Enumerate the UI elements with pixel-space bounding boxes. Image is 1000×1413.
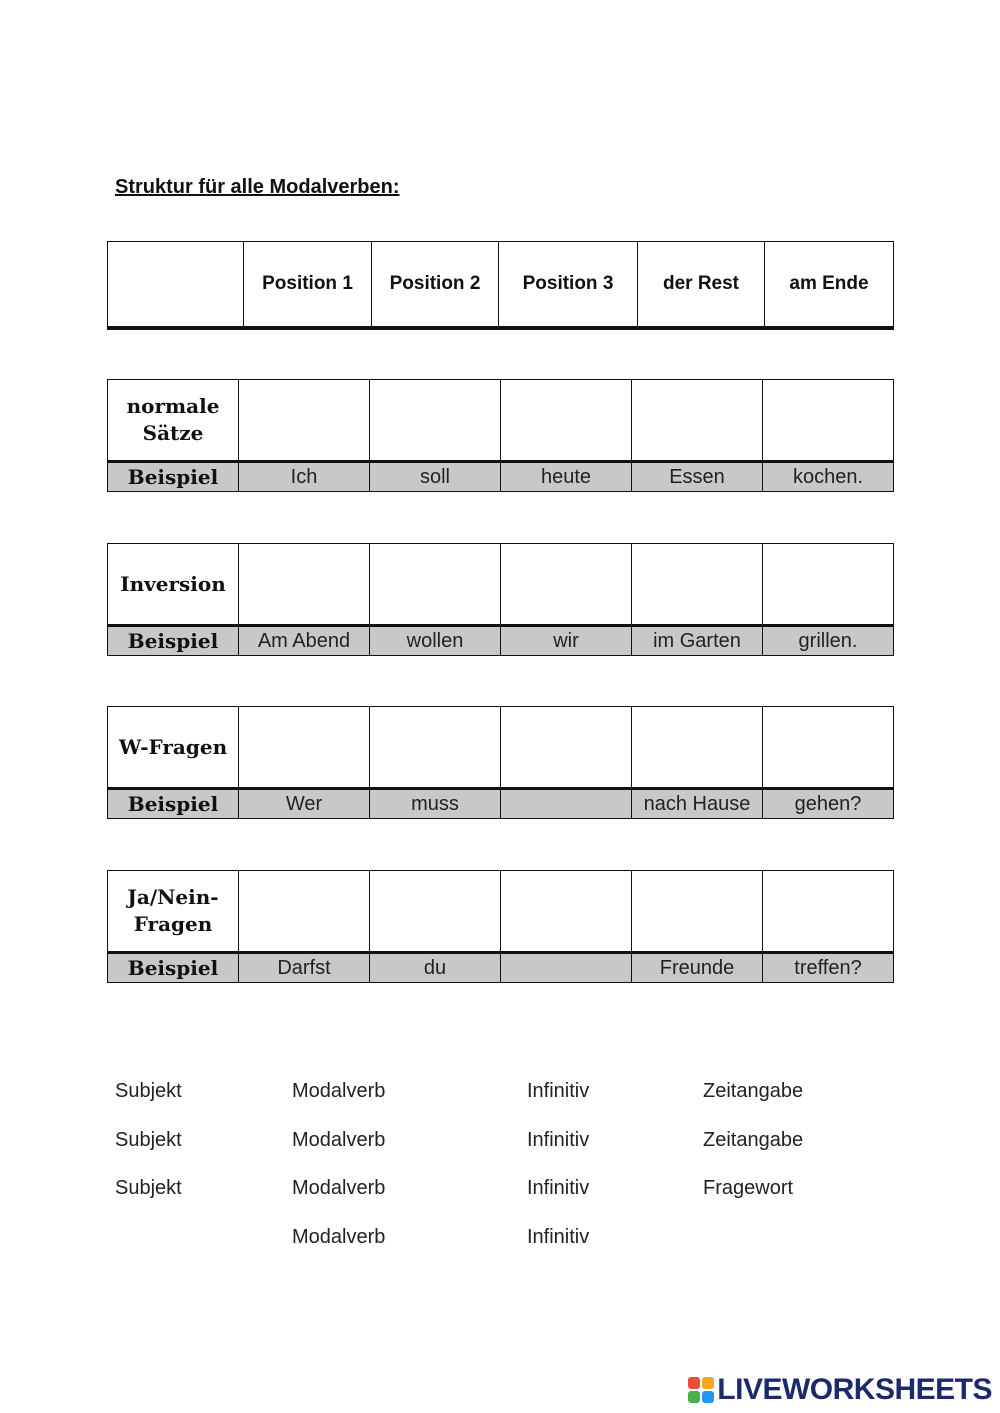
section-ja-nein-fragen bbox=[107, 870, 894, 983]
answer-cell-am-ende[interactable] bbox=[763, 544, 894, 626]
example-cell: du bbox=[370, 953, 501, 983]
answer-row bbox=[108, 380, 894, 462]
sentence-type-label bbox=[108, 380, 239, 462]
logo-square-icon bbox=[688, 1377, 700, 1389]
example-cell: soll bbox=[370, 462, 501, 492]
liveworksheets-logo bbox=[688, 1373, 992, 1407]
answer-cell-position-1[interactable] bbox=[239, 544, 370, 626]
draggable-word[interactable]: Zeitangabe bbox=[703, 1128, 804, 1151]
sentence-type-line1: Ja/Nein- bbox=[127, 885, 219, 909]
answer-cell-position-1[interactable] bbox=[239, 707, 370, 789]
draggable-word[interactable]: Subjekt bbox=[115, 1128, 182, 1151]
sentence-type-label bbox=[108, 707, 239, 789]
answer-row bbox=[108, 544, 894, 626]
answer-cell-position-1[interactable] bbox=[239, 871, 370, 953]
example-cell: Essen bbox=[632, 462, 763, 492]
example-row bbox=[108, 626, 894, 656]
sentence-type-line1: normale bbox=[126, 394, 220, 418]
liveworksheets-logo-icon bbox=[688, 1377, 714, 1403]
word-bank-row bbox=[115, 1177, 915, 1226]
draggable-word[interactable]: Modalverb bbox=[292, 1225, 386, 1248]
sentence-type-label bbox=[108, 871, 239, 953]
example-label: Beispiel bbox=[108, 462, 239, 492]
position-header-table bbox=[107, 241, 894, 330]
answer-row bbox=[108, 871, 894, 953]
answer-cell-position-3[interactable] bbox=[501, 707, 632, 789]
example-cell: kochen. bbox=[763, 462, 894, 492]
draggable-word[interactable]: Zeitangabe bbox=[703, 1080, 804, 1102]
example-cell: wollen bbox=[370, 626, 501, 656]
word-bank-row bbox=[115, 1129, 915, 1178]
answer-cell-position-3[interactable] bbox=[501, 544, 632, 626]
section-normale-saetze bbox=[107, 379, 894, 492]
answer-cell-position-2[interactable] bbox=[370, 707, 501, 789]
example-cell: muss bbox=[370, 789, 501, 819]
sentence-type-line2: Sätze bbox=[142, 421, 204, 445]
answer-row bbox=[108, 707, 894, 789]
example-cell: Freunde bbox=[632, 953, 763, 983]
sentence-type-line1: W-Fragen bbox=[118, 734, 228, 759]
draggable-word[interactable]: Modalverb bbox=[292, 1080, 386, 1102]
header-position-1: Position 1 bbox=[244, 242, 372, 329]
answer-cell-am-ende[interactable] bbox=[763, 707, 894, 789]
answer-cell-position-2[interactable] bbox=[370, 871, 501, 953]
word-bank bbox=[115, 1080, 915, 1274]
example-cell: Ich bbox=[239, 462, 370, 492]
answer-cell-position-1[interactable] bbox=[239, 380, 370, 462]
example-label: Beispiel bbox=[108, 626, 239, 656]
draggable-word[interactable]: Modalverb bbox=[292, 1128, 386, 1151]
example-cell: Darfst bbox=[239, 953, 370, 983]
example-cell: gehen? bbox=[763, 789, 894, 819]
example-cell: treffen? bbox=[763, 953, 894, 983]
answer-cell-position-2[interactable] bbox=[370, 380, 501, 462]
example-cell: im Garten bbox=[632, 626, 763, 656]
answer-cell-position-3[interactable] bbox=[501, 871, 632, 953]
draggable-word[interactable]: Infinitiv bbox=[527, 1177, 590, 1199]
example-cell: grillen. bbox=[763, 626, 894, 656]
header-position-3: Position 3 bbox=[499, 242, 638, 329]
word-bank-row bbox=[115, 1226, 915, 1275]
logo-square-icon bbox=[688, 1391, 700, 1403]
example-row bbox=[108, 953, 894, 983]
draggable-word[interactable]: Infinitiv bbox=[527, 1080, 590, 1102]
example-row bbox=[108, 789, 894, 819]
answer-cell-der-rest[interactable] bbox=[632, 380, 763, 462]
draggable-word[interactable]: Modalverb bbox=[292, 1177, 386, 1199]
answer-cell-der-rest[interactable] bbox=[632, 707, 763, 789]
logo-square-icon bbox=[702, 1391, 714, 1403]
header-row bbox=[108, 242, 894, 329]
draggable-word[interactable]: Subjekt bbox=[115, 1080, 182, 1102]
section-w-fragen bbox=[107, 706, 894, 819]
answer-cell-am-ende[interactable] bbox=[763, 871, 894, 953]
example-cell: Wer bbox=[239, 789, 370, 819]
answer-cell-position-3[interactable] bbox=[501, 380, 632, 462]
header-position-2: Position 2 bbox=[372, 242, 499, 329]
draggable-word[interactable]: Fragewort bbox=[703, 1177, 794, 1199]
header-empty-cell bbox=[108, 242, 244, 329]
draggable-word[interactable]: Subjekt bbox=[115, 1177, 182, 1199]
section-inversion bbox=[107, 543, 894, 656]
example-cell: wir bbox=[501, 626, 632, 656]
example-cell bbox=[501, 789, 632, 819]
example-row bbox=[108, 462, 894, 492]
draggable-word[interactable]: Infinitiv bbox=[527, 1128, 590, 1151]
logo-text: LIVEWORKSHEETS bbox=[717, 1373, 992, 1406]
word-bank-row bbox=[115, 1080, 915, 1129]
example-label: Beispiel bbox=[108, 789, 239, 819]
draggable-word[interactable]: Infinitiv bbox=[527, 1225, 590, 1248]
header-am-ende: am Ende bbox=[765, 242, 894, 329]
answer-cell-position-2[interactable] bbox=[370, 544, 501, 626]
example-cell: heute bbox=[501, 462, 632, 492]
header-der-rest: der Rest bbox=[638, 242, 765, 329]
example-label: Beispiel bbox=[108, 953, 239, 983]
sentence-type-line2: Fragen bbox=[133, 912, 213, 936]
answer-cell-der-rest[interactable] bbox=[632, 544, 763, 626]
answer-cell-der-rest[interactable] bbox=[632, 871, 763, 953]
sentence-type-label bbox=[108, 544, 239, 626]
sentence-type-line1: Inversion bbox=[120, 571, 226, 596]
logo-square-icon bbox=[702, 1377, 714, 1389]
example-cell bbox=[501, 953, 632, 983]
answer-cell-am-ende[interactable] bbox=[763, 380, 894, 462]
example-cell: nach Hause bbox=[632, 789, 763, 819]
worksheet-title: Struktur für alle Modalverben: bbox=[115, 176, 400, 198]
example-cell: Am Abend bbox=[239, 626, 370, 656]
